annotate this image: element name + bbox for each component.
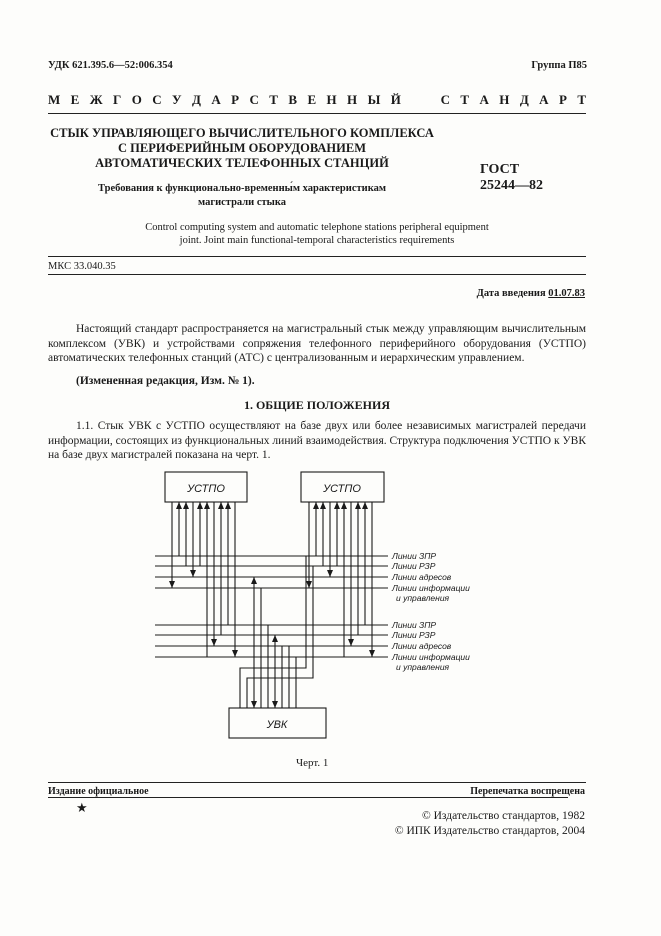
banner-left: М Е Ж Г О С У Д А Р С Т В Е Н Н Ы Й bbox=[48, 92, 401, 107]
bus1-label-rzr: Линии РЗР bbox=[392, 561, 436, 571]
copyright-2004: © ИПК Издательство стандартов, 2004 bbox=[394, 825, 585, 837]
english-title bbox=[48, 221, 586, 247]
bus2-label-control: и управления bbox=[396, 662, 450, 672]
gost-number: 25244—82 bbox=[480, 178, 543, 193]
bus1-label-info: Линии информации bbox=[392, 583, 470, 593]
date-value: 01.07.83 bbox=[548, 288, 585, 299]
group-code: Группа П85 bbox=[531, 60, 587, 71]
copyright-1982: © Издательство стандартов, 1982 bbox=[421, 810, 585, 822]
title-line-2: С ПЕРИФЕРИЙНЫМ ОБОРУДОВАНИЕМ bbox=[118, 141, 366, 155]
document-subtitle bbox=[48, 182, 436, 210]
bus2-label-zpr: Линии ЗПР bbox=[392, 620, 437, 630]
bus1-label-address: Линии адресов bbox=[392, 572, 452, 582]
structure-diagram bbox=[0, 460, 661, 756]
official-edition: Издание официальное bbox=[48, 786, 149, 797]
bus2-label-rzr: Линии РЗР bbox=[392, 630, 436, 640]
english-title-line-2: joint. Joint main functional-temporal characteristics requirements bbox=[179, 235, 455, 246]
mks-code: МКС 33.040.35 bbox=[48, 261, 116, 272]
ustpo-right-label: УСТПО bbox=[323, 483, 361, 495]
figure-caption: Черт. 1 bbox=[296, 757, 329, 769]
paragraph-1-1: 1.1. Стык УВК с УСТПО осуществляют на базе двух или более независимых магистралей передачи информации, состоящих из функциональных линий взаимодействия. Структура подключения УСТПО к УВК на базе двух магистралей показана на черт. 1. bbox=[48, 420, 586, 461]
banner-right: С Т А Н Д А Р Т bbox=[440, 92, 586, 107]
title-line-3: АВТОМАТИЧЕСКИХ ТЕЛЕФОННЫХ СТАНЦИЙ bbox=[95, 156, 389, 170]
udk-code: УДК 621.395.6—52:006.354 bbox=[48, 60, 173, 71]
bus1-label-zpr: Линии ЗПР bbox=[392, 551, 437, 561]
gost-label: ГОСТ bbox=[480, 162, 520, 177]
subtitle-line-1: Требования к функционально-временны́м характеристикам bbox=[98, 183, 386, 194]
rule-footer bbox=[48, 782, 586, 783]
uvk-label: УВК bbox=[266, 719, 288, 731]
document-title bbox=[48, 126, 436, 171]
bus2-label-address: Линии адресов bbox=[392, 641, 452, 651]
amendment-note: (Измененная редакция, Изм. № 1). bbox=[76, 375, 255, 387]
reprint-notice: Перепечатка воспрещена bbox=[470, 786, 585, 797]
gost-designation bbox=[480, 162, 543, 194]
title-line-1: СТЫК УПРАВЛЯЮЩЕГО ВЫЧИСЛИТЕЛЬНОГО КОМПЛЕКСА bbox=[50, 126, 434, 140]
effective-date bbox=[477, 288, 585, 299]
section-heading: 1. ОБЩИЕ ПОЛОЖЕНИЯ bbox=[243, 398, 391, 412]
rule-top bbox=[48, 113, 586, 114]
rule-mid bbox=[48, 256, 586, 257]
bus2-label-info: Линии информации bbox=[392, 652, 470, 662]
subtitle-line-2: магистрали стыка bbox=[198, 197, 286, 208]
english-title-line-1: Control computing system and automatic telephone stations peripheral equipment bbox=[145, 222, 489, 233]
bus1-label-control: и управления bbox=[396, 593, 450, 603]
rule-mks bbox=[48, 274, 586, 275]
date-label: Дата введения bbox=[476, 288, 546, 299]
star-icon: ★ bbox=[76, 800, 88, 815]
rule-footer-2 bbox=[48, 797, 568, 798]
standard-banner bbox=[48, 92, 586, 108]
intro-paragraph: Настоящий стандарт распространяется на магистральный стык между управляющим вычислительным комплексом (УВК) и устройствами сопряжения телефонного периферийного оборудования (УСТПО) автоматических телефонных станций (АТС) с централизованным и иерархическим управлением. bbox=[48, 323, 586, 364]
ustpo-left-label: УСТПО bbox=[187, 483, 225, 495]
